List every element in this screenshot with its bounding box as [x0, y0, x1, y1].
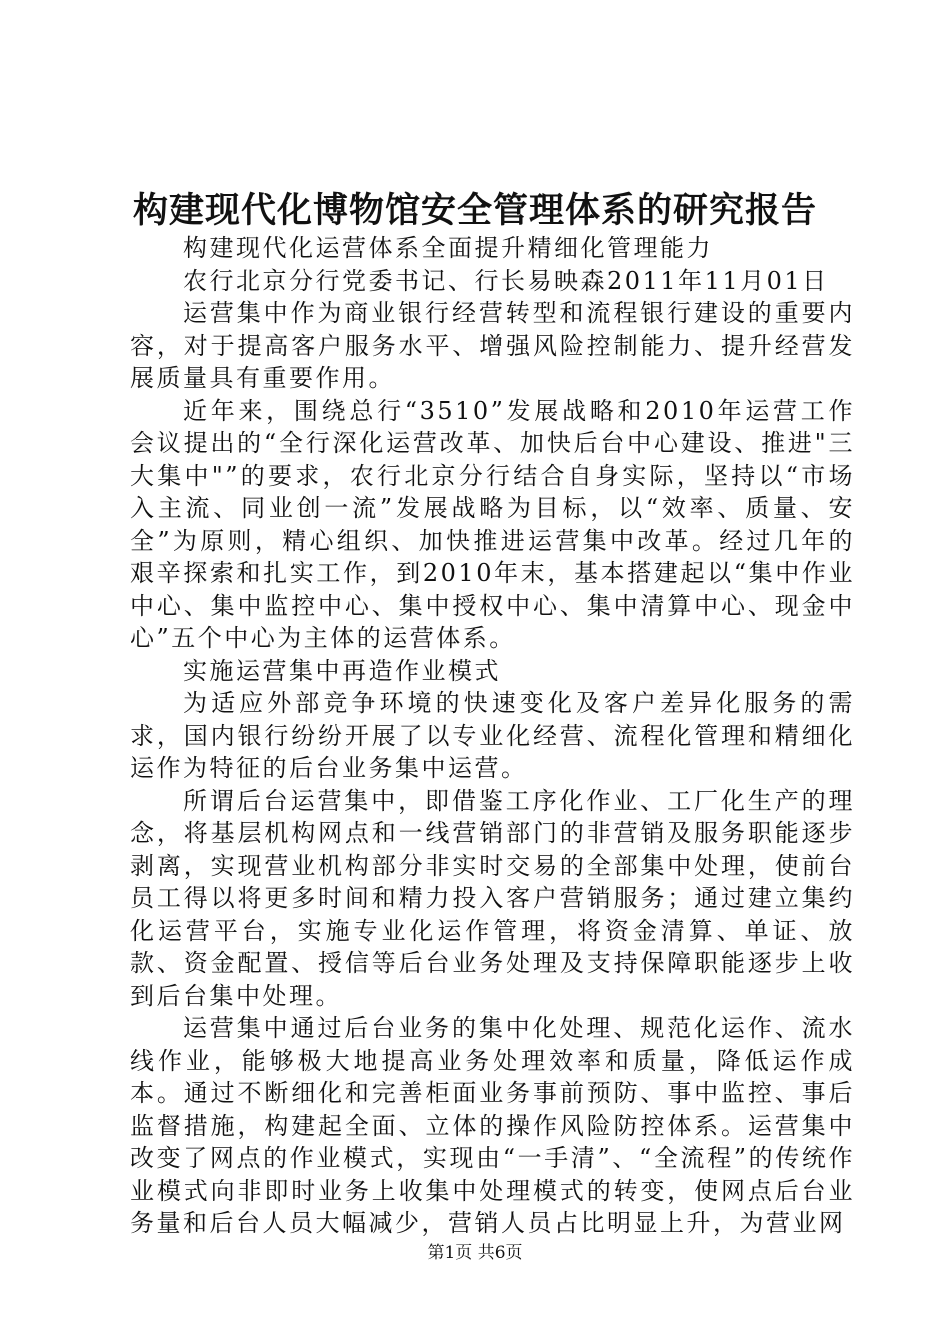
paragraph-subtitle: 构建现代化运营体系全面提升精细化管理能力	[183, 234, 713, 262]
paragraph: 运营集中作为商业银行经营转型和流程银行建设的重要内容，对于提高客户服务水平、增强风险控制能力、提升经营发展质量具有重要作用。	[130, 299, 855, 392]
paragraph: 为适应外部竞争环境的快速变化及客户差异化服务的需求，国内银行纷纷开展了以专业化经营、流程化管理和精细化运作为特征的后台业务集中运营。	[130, 689, 855, 782]
document-title: 构建现代化博物馆安全管理体系的研究报告	[132, 190, 817, 231]
paragraph: 所谓后台运营集中，即借鉴工序化作业、工厂化生产的理念，将基层机构网点和一线营销部门的非营销及服务职能逐步剥离，实现营业机构部分非实时交易的全部集中处理，使前台员工得以将更多时间和精力投入客户营销服务；通过建立集约化运营平台，实施专业化运作管理，将资金清算、单证、放款、资金配置、授信等后台业务处理及支持保障职能逐步上收到后台集中处理。	[130, 786, 855, 1010]
document-body	[130, 232, 855, 1240]
page-number-footer: 第1页 共6页	[427, 1243, 523, 1263]
section-heading: 实施运营集中再造作业模式	[183, 656, 501, 685]
paragraph: 运营集中通过后台业务的集中化处理、规范化运作、流水线作业，能够极大地提高业务处理效率和质量，降低运作成本。通过不断细化和完善柜面业务事前预防、事中监控、事后监督措施，构建起全面、立体的操作风险防控体系。运营集中改变了网点的作业模式，实现由“一手清”、“全流程”的传统作业模式向非即时业务上收集中处理模式的转变，使网点后台业务量和后台人员大幅减少，营销人员占比明显上升，为营业网	[130, 1014, 855, 1237]
paragraph-author-date: 农行北京分行党委书记、行长易映森2011年11月01日	[183, 266, 829, 295]
paragraph: 近年来，围绕总行“3510”发展战略和2010年运营工作会议提出的“全行深化运营改革、加快后台中心建设、推进"三大集中"”的要求，农行北京分行结合自身实际，坚持以“市场入主流、同业创一流”发展战略为目标，以“效率、质量、安全”为原则，精心组织、加快推进运营集中改革。经过几年的艰辛探索和扎实工作，到2010年末，基本搭建起以“集中作业中心、集中监控中心、集中授权中心、集中清算中心、现金中心”五个中心为主体的运营体系。	[130, 396, 855, 652]
